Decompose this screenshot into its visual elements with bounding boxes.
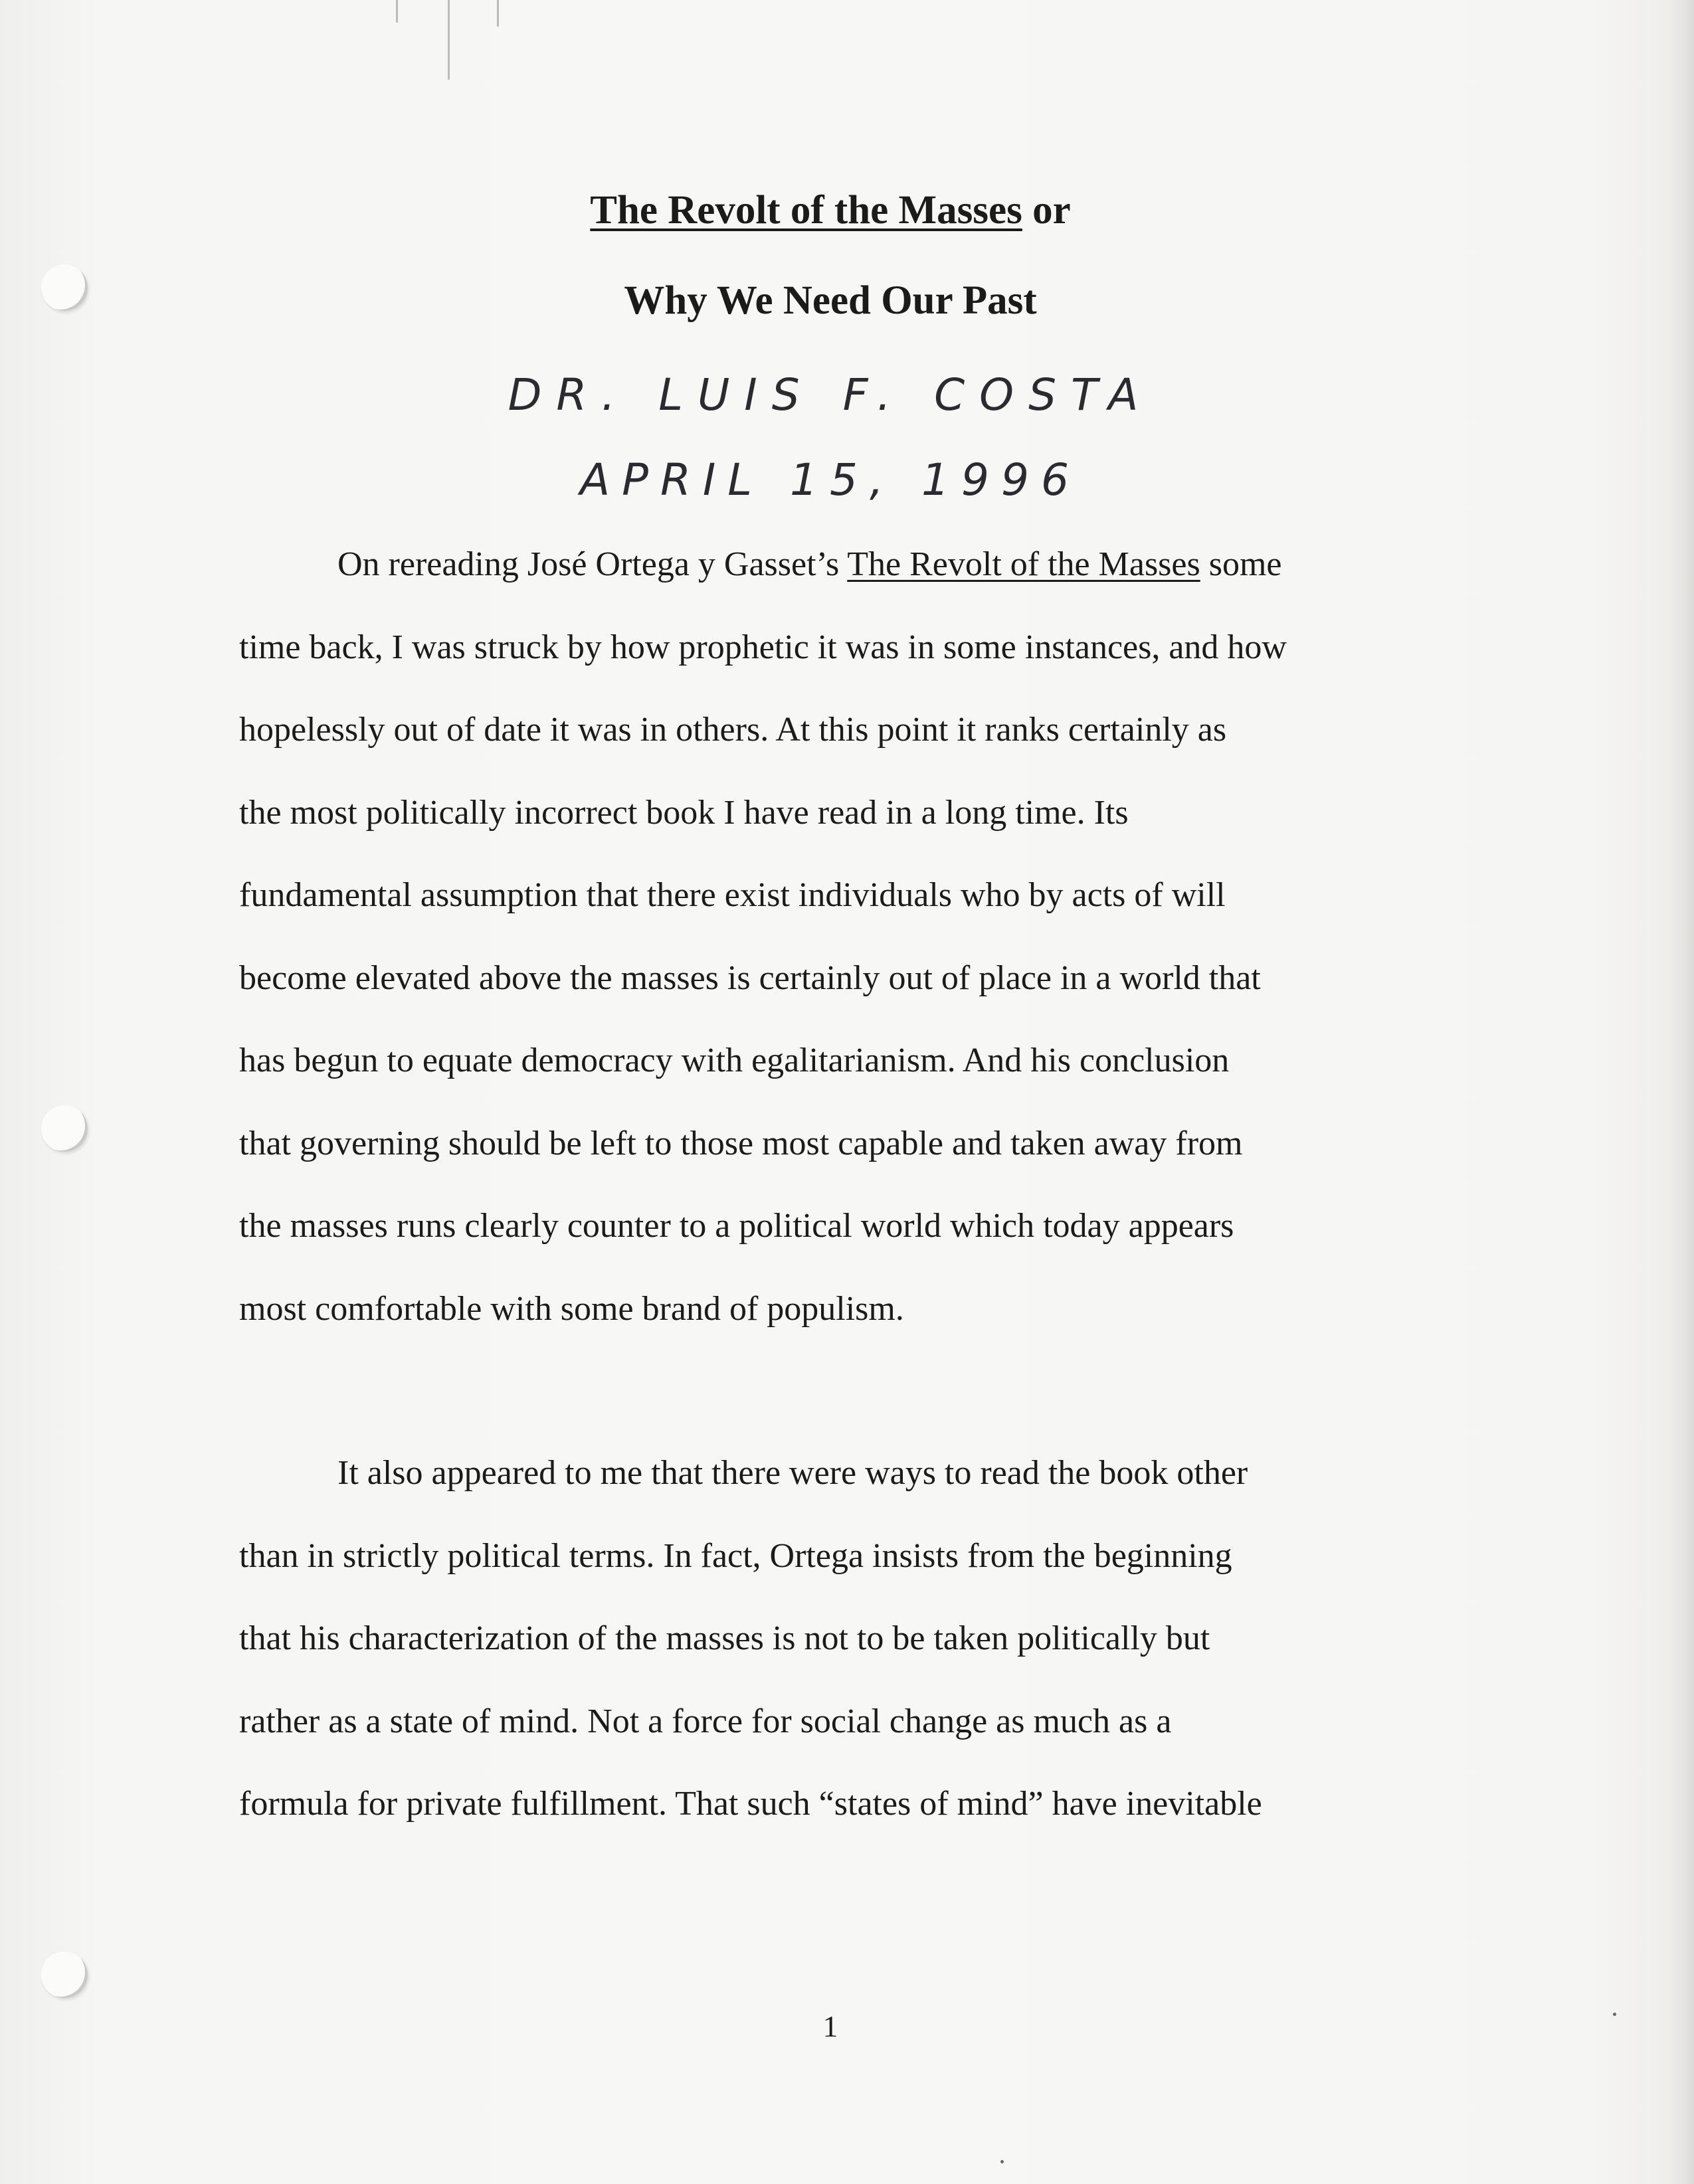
paragraph-line [239,523,1435,606]
paragraph-line: most comfortable with some brand of populism. [239,1289,904,1328]
text-run: On rereading José Ortega y Gasset’s [337,545,848,583]
paragraph-line: hopelessly out of date it was in others. At this point it ranks certainly as [239,711,1227,749]
staple-mark [497,0,499,27]
paragraph-2 [239,1432,1435,1846]
staple-mark [396,0,398,23]
paragraph-line: than in strictly political terms. In fact, Ortega insists from the beginning [239,1536,1232,1575]
paragraph-line: become elevated above the masses is certainly out of place in a world that [239,958,1261,997]
title-suffix: or [1022,188,1071,232]
staple-mark [448,0,450,80]
scan-speck [1000,2160,1004,2163]
handwritten-author: DR. LUIS F. COSTA [508,369,1153,420]
paragraph-line: the most politically incorrect book I have read in a long time. Its [239,793,1129,832]
paragraph-line: has begun to equate democracy with egalitarianism. And his conclusion [239,1042,1230,1079]
handwritten-date: APRIL 15, 1996 [580,454,1081,505]
paragraph-line: that his characterization of the masses is not to be taken politically but [239,1619,1210,1657]
paragraph-line: the masses runs clearly counter to a political world which today appears [239,1207,1234,1245]
paragraph-line: It also appeared to me that there were ways to read the book other [337,1454,1248,1492]
page-number: 1 [822,2009,838,2043]
punch-hole [41,1105,88,1152]
title-underlined: The Revolt of the Masses [590,188,1022,232]
paragraph-line: time back, I was struck by how prophetic it was in some instances, and how [239,628,1287,666]
paragraph-line: that governing should be left to those most capable and taken away from [239,1124,1243,1162]
paragraph-line: formula for private fulfillment. That such “states of mind” have inevitable [239,1785,1262,1823]
text-run: some [1200,545,1282,583]
paragraph-line: fundamental assumption that there exist individuals who by acts of will [239,876,1226,914]
document-subtitle: Why We Need Our Past [624,278,1037,323]
document-title [0,187,1661,234]
page-edge-shadow [1667,0,1694,2184]
paragraph-1 [239,523,1435,1350]
book-title: The Revolt of the Masses [847,545,1200,583]
paragraph-line: rather as a state of mind. Not a force for social change as much as a [239,1702,1172,1740]
punch-hole [41,1952,88,1998]
